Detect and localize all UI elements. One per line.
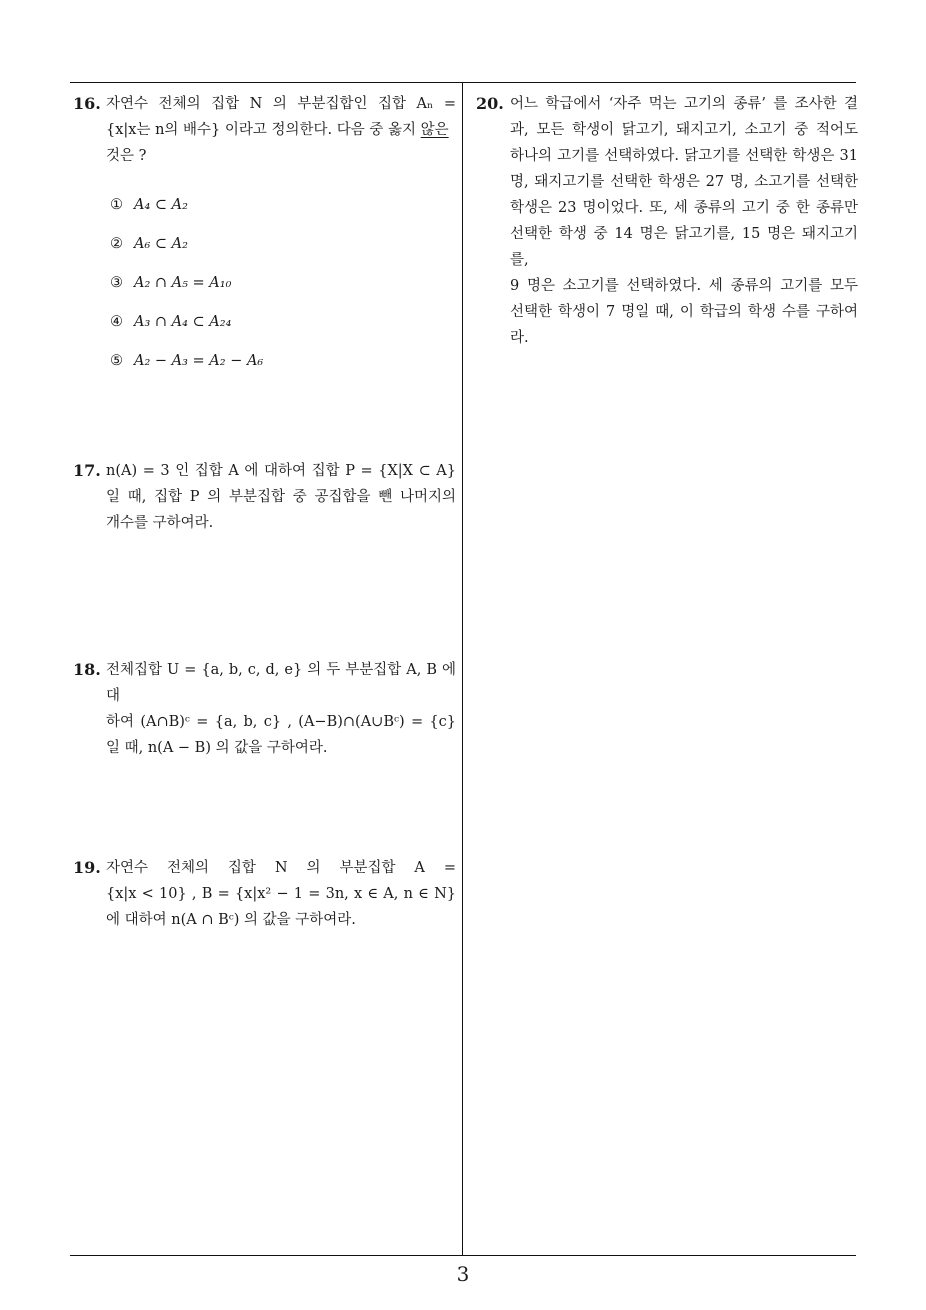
choice-1-text: A₄ ⊂ A₂ <box>134 197 188 213</box>
question-20-line-6: 선택한 학생 중 14 명은 닭고기를, 15 명은 돼지고기를, <box>510 226 858 268</box>
question-19 <box>73 855 456 933</box>
choice-4-mark: ④ <box>110 314 123 330</box>
choice-3-text: A₂ ∩ A₅ = A₁₀ <box>134 275 232 291</box>
question-20-line-1: 어느 학급에서 ‘자주 먹는 고기의 종류’ 를 조사한 결 <box>510 96 858 112</box>
top-rule <box>70 82 856 83</box>
question-19-number: 19. <box>73 858 101 877</box>
choice-5-mark: ⑤ <box>110 353 123 369</box>
choice-4-text: A₃ ∩ A₄ ⊂ A₂₄ <box>134 314 232 330</box>
question-19-line-1: 자연수 전체의 집합 N 의 부분집합 A = <box>106 860 456 876</box>
choice-5[interactable] <box>110 348 263 387</box>
question-20-line-4: 명, 돼지고기를 선택한 학생은 27 명, 소고기를 선택한 <box>510 174 858 190</box>
question-16-line-1: 자연수 전체의 집합 N 의 부분집합인 집합 Aₙ = <box>106 96 456 112</box>
question-19-line-2: {x|x < 10} , B = {x|x² − 1 = 3n, x ∈ A, n ∈ N} <box>106 886 456 902</box>
question-16-emphasis: 않은 <box>420 122 449 138</box>
question-18-line-1: 전체집합 U = {a, b, c, d, e} 의 두 부분집합 A, B 에 대 <box>106 662 456 704</box>
question-16-line-3: 것은 ? <box>106 148 147 164</box>
question-17-line-2: 일 때, 집합 P 의 부분집합 중 공집합을 뺀 나머지의 <box>106 489 456 505</box>
question-20-line-5: 학생은 23 명이었다. 또, 세 종류의 고기 중 한 종류만 <box>510 200 858 216</box>
question-20-line-8: 선택한 학생이 7 명일 때, 이 학급의 학생 수를 구하여 <box>510 304 858 320</box>
bottom-rule <box>70 1255 856 1256</box>
question-19-line-3: 에 대하여 n(A ∩ Bᶜ) 의 값을 구하여라. <box>106 912 356 928</box>
question-18-line-3: 일 때, n(A − B) 의 값을 구하여라. <box>106 740 328 756</box>
question-20-line-7: 9 명은 소고기를 선택하였다. 세 종류의 고기를 모두 <box>510 278 858 294</box>
choice-5-text: A₂ − A₃ = A₂ − A₆ <box>134 353 264 369</box>
page-number: 3 <box>456 1262 470 1286</box>
choice-3[interactable] <box>110 270 263 309</box>
question-17-line-1: n(A) = 3 인 집합 A 에 대하여 집합 P = {X|X ⊂ A} <box>106 463 456 479</box>
choice-2-text: A₆ ⊂ A₂ <box>134 236 188 252</box>
question-20-line-3: 하나의 고기를 선택하였다. 닭고기를 선택한 학생은 31 <box>510 148 858 164</box>
question-16-choices <box>110 192 263 387</box>
question-18 <box>73 657 456 761</box>
question-20 <box>476 91 858 351</box>
choice-2[interactable] <box>110 231 263 270</box>
question-17 <box>73 458 456 536</box>
choice-1-mark: ① <box>110 197 123 213</box>
question-17-line-3: 개수를 구하여라. <box>106 515 214 531</box>
question-16 <box>73 91 456 169</box>
question-16-line-2 <box>106 117 456 143</box>
question-20-number: 20. <box>476 94 504 113</box>
question-17-number: 17. <box>73 461 101 480</box>
choice-2-mark: ② <box>110 236 123 252</box>
choice-3-mark: ③ <box>110 275 123 291</box>
column-divider <box>462 82 463 1256</box>
question-18-number: 18. <box>73 660 101 679</box>
question-16-number: 16. <box>73 94 101 113</box>
choice-4[interactable] <box>110 309 263 348</box>
question-16-line-2-text: {x|x는 n의 배수} 이라고 정의한다. 다음 중 옳지 <box>106 122 421 138</box>
choice-1[interactable] <box>110 192 263 231</box>
question-20-line-2: 과, 모든 학생이 닭고기, 돼지고기, 소고기 중 적어도 <box>510 122 858 138</box>
question-18-line-2: 하여 (A∩B)ᶜ = {a, b, c} , (A−B)∩(A∪Bᶜ) = {c} <box>106 714 456 730</box>
question-20-line-9: 라. <box>510 330 529 346</box>
